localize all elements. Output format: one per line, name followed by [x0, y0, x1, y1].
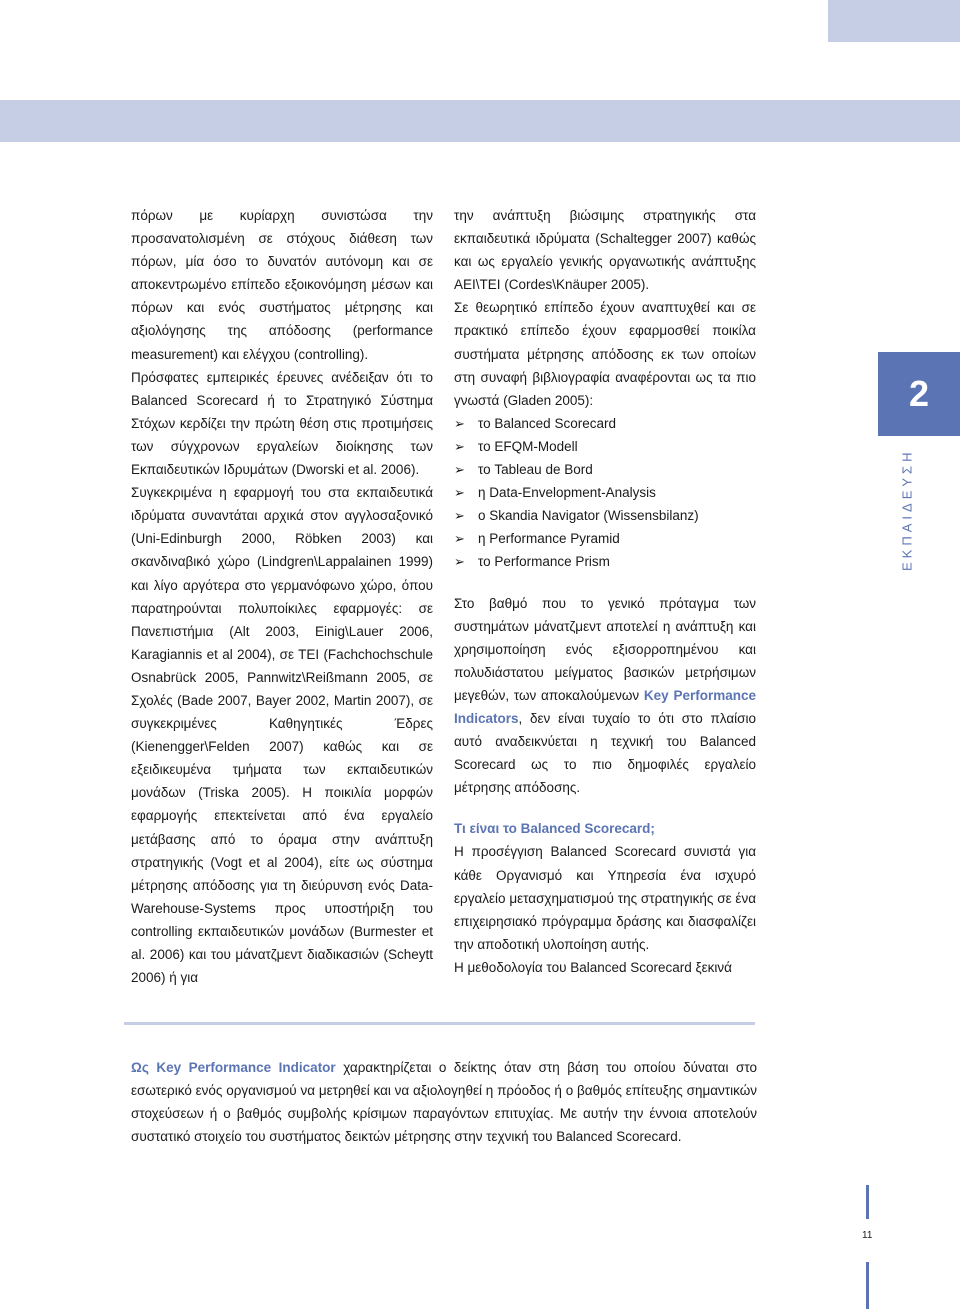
corner-strip: [828, 42, 960, 100]
header-band-top: [0, 0, 960, 42]
header-band-bottom: [0, 100, 960, 142]
kpi-term: Key Performance Indicators: [454, 687, 756, 726]
list-item: ➢ το Performance Prism: [454, 550, 756, 573]
left-paragraph-2: Πρόσφατες εμπειρικές έρευνες ανέδειξαν ότι το Balanced Scorecard ή το Στρατηγικό Σύστημα Στόχων κερδίζει την πρώτη θέση στις προτιμήσεις των σύγχρονων εργαλείων διοίκησης των Εκπαιδευτικών Ιδρυμάτων (Dworski et al. 2006).: [131, 369, 433, 478]
box-divider: [124, 1022, 755, 1025]
list-item: ➢ η Data-Envelopment-Analysis: [454, 481, 756, 504]
right-paragraph-1: την ανάπτυξη βιώσιμης στρατηγικής στα εκπαιδευτικά ιδρύματα (Schaltegger 2007) καθώς και ως εργαλείο γενικής οργανωτικής ανάπτυξης ΑΕΙ\ΤΕΙ (Cordes\Knäuper 2005).: [454, 208, 756, 293]
left-paragraph-1: πόρων με κυρίαρχη συνιστώσα την προσανατολισμένη σε στόχους διάθεση των πόρων, μία όσο το δυνατόν αυτόνομη και σε αποκεντρωμένο επίπεδο εξοικονόμηση μέσων και πόρων και ενός συστήματος μέτρησης και αξιολόγησης της απόδοσης (performance measurement) και ελέγχου (controlling).: [131, 208, 433, 362]
page-marker-line-top: [866, 1185, 869, 1219]
chapter-label: ΕΚΠΑΙΔΕΥΣΗ: [899, 448, 915, 572]
list-item: ➢ το Tableau de Bord: [454, 458, 756, 481]
kpi-outro-text: , δεν είναι τυχαίο το ότι στο πλαίσιο αυτό αναδεικνύεται η τεχνική του Balanced Scorecard ως το πιο δημοφιλές εργαλείο μέτρησης απόδοσης.: [454, 710, 756, 796]
corner-block: [828, 0, 960, 42]
list-item: ➢ το EFQM-Modell: [454, 435, 756, 458]
right-paragraph-5: Η μεθοδολογία του Balanced Scorecard ξεκινά: [454, 959, 732, 975]
header-band-middle: [0, 42, 960, 100]
definition-text: χαρακτηρίζεται ο δείκτης όταν στη βάση του οποίου δύναται στο εσωτερικό ενός οργανισμού να μετρηθεί και να αξιολογηθεί η πρόοδος ή ο βαθμός επίτευξης σημαντικών στοχεύσεων ή ο βαθμός συμβολής κρίσιμων παραγόντων επιτυχίας. Με αυτήν την έννοια αποτελούν συστατικό στοιχείο του συστήματος δεικτών μέτρησης στην τεχνική του Balanced Scorecard.: [131, 1060, 757, 1145]
list-item: ➢ η Performance Pyramid: [454, 527, 756, 550]
definition-box: [131, 1056, 757, 1148]
section-heading: Τι είναι το Balanced Scorecard;: [454, 821, 655, 837]
systems-list: [454, 412, 756, 574]
definition-lead: Ως Key Performance Indicator: [131, 1060, 336, 1075]
right-paragraph-4: Η προσέγγιση Balanced Scorecard συνιστά για κάθε Οργανισμό και Υπηρεσία ένα ισχυρό εργαλείο μετασχηματισμού της στρατηγικής σε ένα επιχειρησιακό πρόγραμμα δράσης και διασφαλίζει την αποδοτική υλοποίηση αυτής.: [454, 844, 756, 952]
left-column: [131, 204, 433, 989]
kpi-intro-text: Στο βαθμό που το γενικό πρόταγμα των συστημάτων μάνατζμεντ αποτελεί η ανάπτυξη και χρησιμοποίηση ενός εξισορροπημένου και πολυδιάστατου μείγματος βασικών μετρήσιμων μεγεθών, των αποκαλούμενων: [454, 595, 756, 703]
list-item: ➢ το Balanced Scorecard: [454, 412, 756, 435]
right-paragraph-2: Σε θεωρητικό επίπεδο έχουν αναπτυχθεί και σε πρακτικό επίπεδο έχουν εφαρμοσθεί ποικίλα συστήματα μέτρησης απόδοσης εκ των οποίων στη συναφή βιβλιογραφία αναφέρονται ως τα πιο γνωστά (Gladen 2005):: [454, 300, 756, 408]
list-item: ➢ ο Skandia Navigator (Wissensbilanz): [454, 504, 756, 527]
chapter-number-tab: 2: [878, 352, 960, 436]
page-marker-line-bottom: [866, 1262, 869, 1309]
left-paragraph-3: Συγκεκριμένα η εφαρμογή του στα εκπαιδευτικά ιδρύματα συναντάται αρχικά στον αγγλοσαξονικό (Uni-Edinburgh 2000, Röbken 2003) και σκανδιναβικό χώρο (Lindgren\Lappalainen 1999) και λίγο αργότερα στο γερμανόφωνο χώρο, όπου παρατηρούνται πολυποίκιλες εφαρμογές: σε Πανεπιστήμια (Alt 2003, Einig\Lauer 2006, Karagiannis et al 2004), σε ΤΕΙ (Fachchochschule Osnabrück 2005, Pannwitz\Reißmann 2005, σε Σχολές (Bade 2007, Bayer 2002, Martin 2007), σε συγκεκριμένες Καθηγητικές Έδρες (Kienengger\Felden 2007) καθώς και σε εξειδικευμένα τμήματα των εκπαιδευτικών μονάδων (Triska 2005). Η ποικιλία μορφών εφαρμογής επεκτείνεται από ένα εργαλείο μετάβασης από το όραμα στην ανάπτυξη στρατηγικής (Vogt et al 2004), είτε ως σύστημα μέτρησης απόδοσης για τη διεύρυνση ενός Data-Warehouse-Systems προς υποστήριξη του controlling εκπαιδευτικών μονάδων (Burmester et al. 2006) και του μάνατζμεντ διαδικασιών (Scheytt 2006) ή για: [131, 485, 433, 986]
right-column: [454, 204, 756, 979]
page-number: 11: [862, 1230, 873, 1241]
right-paragraph-3: [454, 592, 756, 800]
